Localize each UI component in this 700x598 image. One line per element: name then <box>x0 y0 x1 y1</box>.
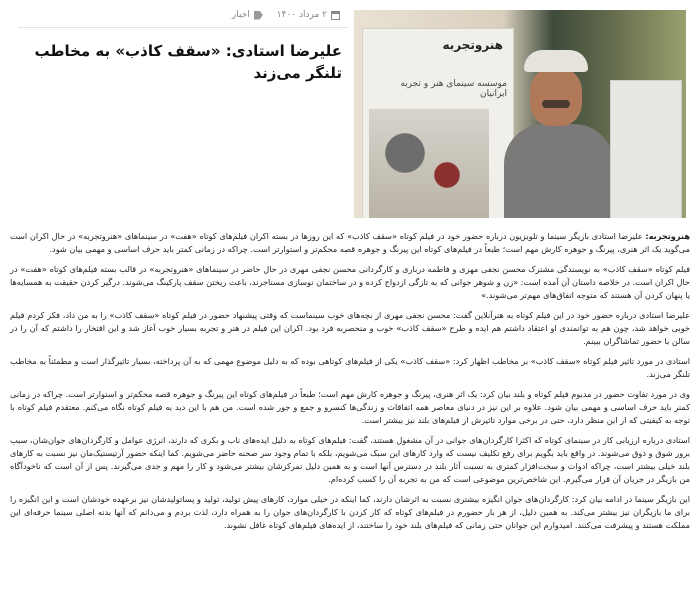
paragraph-1 <box>10 230 690 256</box>
meta-divider <box>18 27 348 28</box>
actor-cap <box>524 50 588 72</box>
actor-figure <box>504 50 624 218</box>
poster-subtitle: موسسه سینمای هنر و تجربه ایرانیان <box>400 79 507 99</box>
paragraph-text: علیرضا استادی بازیگر سینما و تلویزیون درباره حضور خود در فیلم کوتاه «سقف کاذب» که این روزها در بسته اکران فیلم‌های کوتاه «هفت» در سینماهای «هنروتجربه» در حال اکران است می‌گوید یک اثر هنری، پیرنگ و جوهره کارش مهم است؛ طبعاً در فیلم‌های کوتاه این پیرنگ و جوهره قصه محکم‌تر و استوارتر است. چراکه در زمانی کمتر باید حرف اساسی و مهمی بیان شود. <box>10 231 690 254</box>
article-body <box>10 230 690 539</box>
actor-shirt <box>504 124 614 218</box>
actor-face <box>530 68 582 126</box>
calendar-icon <box>331 11 340 20</box>
paragraph-5: وی در مورد تفاوت حضور در مدیوم فیلم کوتاه و بلند بیان کرد: یک اثر هنری، پیرنگ و جوهره کارش مهم است؛ طبعاً در فیلم‌های کوتاه این پیرنگ و جوهره قصه محکم‌تر و استوارتر است. چراکه در زمانی کمتر باید حرف اساسی و مهمی بیان شود. علاوه بر این نیز در دنیای معاصر همه اتفاقات و زندگی‌ها کنسرو و جمع و جور شده است. من هم با این دید به فیلم کوتاه نگاه می‌کنم. معتقدم فیلم کوتاه با توجه به کیفیتی که از این منظر دارد، حتی در برخی موارد تاثیرش از فیلم‌های بلند نیز بیشتر است. <box>10 389 690 425</box>
paragraph-6: استادی درباره ارزیابی کار در سینمای کوتاه که اکثرا کارگردان‌های جوانی در آن مشغول هستند، گفت: فیلم‌های کوتاه به دلیل ایده‌های ناب و بکری که دارند، انرژی عوامل و کارگردان‌های جوان‌شان، سبب بروز شوق و ذوق می‌شوند. در واقع باید بگویم برای رفع تکلیف نیست که وارد کارهای این سبک می‌شویم، بلکه با تمام وجود سر صحنه حاضر می‌شویم. کما اینکه حضور آرتیستیک‌مان نیز نسبت به کارهای بلند خیلی بیشتر است، چراکه ادوات و سخت‌افزار کمتری به نسبت آثار بلند در دسترس آنها است و به همین دلیل تمرکزشان بیشتر می‌شود و کار را مهم و جدی می‌گیرند. پس از آن است که ناخودآگاه من بازیگر در جریان آن قرار می‌گیرم. این شاخص‌ترین موضوعی است که من به تجربه آن را کسب کرده‌ام. <box>10 435 690 484</box>
tag-icon <box>254 11 263 20</box>
date-meta <box>277 10 340 20</box>
background-board <box>610 80 682 218</box>
poster-artwork <box>369 109 489 218</box>
article-title: علیرضا استادی: «سقف کاذب» به مخاطب تلنگر می‌زند <box>34 42 342 82</box>
lead-source: هنروتجربه: <box>645 231 690 241</box>
paragraph-7: این بازیگر سینما در ادامه بیان کرد: کارگردان‌های جوان انگیزه بیشتری نسبت به اثرشان دارند، کما اینکه در خیلی موارد، کارهای پیش تولید، تولید و پساتولیدشان نیز برعهده خودشان است و این انگیزه را برای ما بازیگران نیز بیشتر می‌کند. به همین دلیل، از هر بار حضورم در فیلم‌های کوتاه که کار کردن با کارگردان‌های جوان را به همراه دارد، لذت بردم و می‌دانم که آنها بدنه اصلی سینما حرفه‌ای این مملکت هستند و پیشرفت می‌کنند. امیدوارم این جوانان حتی زمانی که فیلم‌های بلند خود را ساختند، از ایده‌های فیلم‌های کوتاه غافل نشوند. <box>10 494 690 530</box>
article-date: ۲ مرداد ۱۴۰۰ <box>276 10 327 20</box>
article-category[interactable]: اخبار <box>231 10 250 20</box>
festival-poster <box>362 28 514 218</box>
article-meta <box>20 10 340 20</box>
poster-logo: هنروتجربه <box>442 38 503 52</box>
paragraph-2: فیلم کوتاه «سقف کاذب» به نویسندگی مشترک محسن نجفی مهری و فاطمه درباری و کارگردانی محسن نجفی مهری در حال حاضر در سینماهای «هنروتجربه» در قالب بسته فیلم‌های کوتاه «هفت» در حال اکران است. در خلاصه داستان آن آمده است: «زن و شوهر جوانی که به تازگی ازدواج کرده و در ساختمان نوسازی مستاجرند، باعث ریختن سقف پارکینگ می‌شوند. درگیر کردن حقیقت به همسایه‌ها یا پنهان کردن آن هستند که متوجه اتفاق‌های مهم‌تر می‌شوند.» <box>10 264 690 300</box>
paragraph-4: استادی در مورد تاثیر فیلم کوتاه «سقف کاذب» بر مخاطب اظهار کرد: «سقف کاذب» یکی از فیلم‌های کوتاهی بوده که به دلیل موضوع مهمی که به آن پرداخته، بسیار تاثیرگذار است و مطمئناً به مخاطب تلنگر می‌زند. <box>10 356 690 379</box>
category-meta[interactable] <box>232 10 263 20</box>
actor-mustache <box>542 100 570 108</box>
paragraph-3: علیرضا استادی درباره حضور خود در این فیلم کوتاه به هنرآنلاین گفت: محسن نجفی مهری از بچه‌های خوب سینماست که وقتی پیشنهاد حضور در فیلم کوتاه «سقف کاذب» را به من داد، فکر کردم فیلم خوبی خواهد شد، چون هم به توانمندی او اعتقاد داشتم هم ایده و طرح «سقف کاذب» خوب و منحصربه فرد بود. اکران این فیلم در هنر و تجربه بسیار خوب آغاز شد و این افتخار را داشتم که آن را در سالن با حضور تماشاگران ببینم. <box>10 310 690 346</box>
article-photo <box>354 10 686 218</box>
